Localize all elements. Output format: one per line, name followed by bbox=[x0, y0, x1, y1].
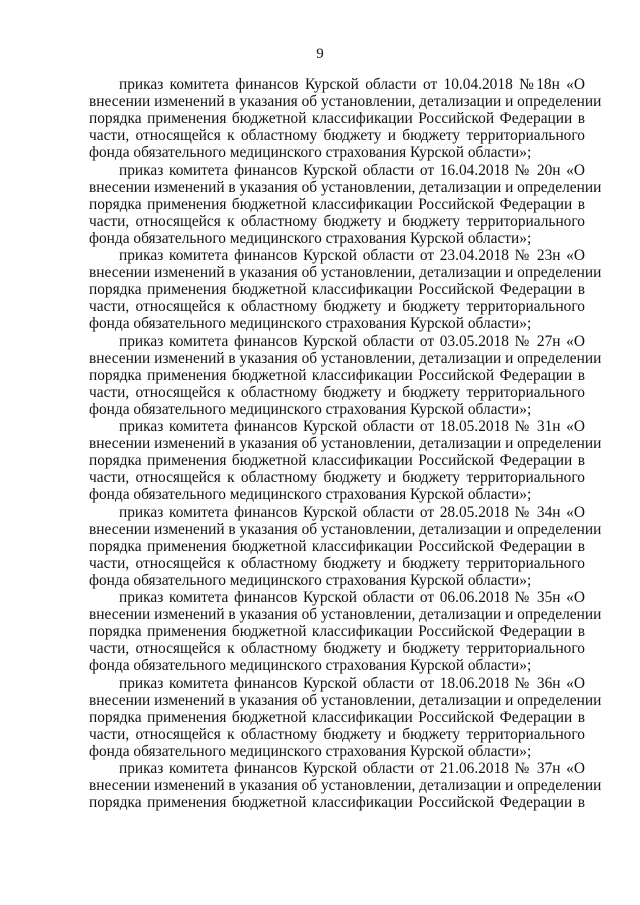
order-paragraph bbox=[89, 247, 602, 332]
paragraph-line: приказ комитета финансов Курской области от 18.06.2018 № 36н «О bbox=[119, 675, 585, 692]
paragraph-line: части, относящейся к областному бюджету и бюджету территориального bbox=[89, 469, 585, 486]
paragraph-line: части, относящейся к областному бюджету и бюджету территориального bbox=[89, 298, 585, 315]
paragraph-line: внесении изменений в указания об установлении, детализации и определении bbox=[89, 777, 602, 794]
paragraph-line: порядка применения бюджетной классификации Российской Федерации в bbox=[89, 623, 585, 640]
page-number: 9 bbox=[316, 46, 324, 62]
paragraph-line: фонда обязательного медицинского страхования Курской области»; bbox=[89, 315, 532, 332]
paragraph-line: части, относящейся к областному бюджету и бюджету территориального bbox=[89, 213, 585, 230]
paragraph-line: приказ комитета финансов Курской области от 18.05.2018 № 31н «О bbox=[119, 418, 585, 435]
order-paragraph bbox=[89, 418, 602, 503]
paragraph-line: внесении изменений в указания об установлении, детализации и определении bbox=[89, 350, 602, 367]
paragraph-line: части, относящейся к областному бюджету и бюджету территориального bbox=[89, 555, 585, 572]
order-paragraph bbox=[89, 760, 602, 811]
paragraph-line: фонда обязательного медицинского страхования Курской области»; bbox=[89, 144, 532, 161]
paragraph-line: приказ комитета финансов Курской области от 06.06.2018 № 35н «О bbox=[119, 589, 585, 606]
paragraph-line: порядка применения бюджетной классификации Российской Федерации в bbox=[89, 367, 585, 384]
paragraph-line: фонда обязательного медицинского страхования Курской области»; bbox=[89, 230, 532, 247]
paragraph-line: внесении изменений в указания об установлении, детализации и определении bbox=[89, 435, 602, 452]
paragraph-line: фонда обязательного медицинского страхования Курской области»; bbox=[89, 486, 532, 503]
paragraph-line: порядка применения бюджетной классификации Российской Федерации в bbox=[89, 281, 585, 298]
paragraph-line: приказ комитета финансов Курской области от 03.05.2018 № 27н «О bbox=[119, 333, 585, 350]
paragraph-line: приказ комитета финансов Курской области от 10.04.2018 №18н «О bbox=[119, 76, 585, 93]
paragraph-line: порядка применения бюджетной классификации Российской Федерации в bbox=[89, 538, 585, 555]
paragraph-line: части, относящейся к областному бюджету и бюджету территориального bbox=[89, 640, 585, 657]
paragraph-line: фонда обязательного медицинского страхования Курской области»; bbox=[89, 743, 532, 760]
paragraph-line: фонда обязательного медицинского страхования Курской области»; bbox=[89, 572, 532, 589]
paragraph-line: внесении изменений в указания об установлении, детализации и определении bbox=[89, 179, 602, 196]
paragraph-line: внесении изменений в указания об установлении, детализации и определении bbox=[89, 606, 602, 623]
paragraph-line: порядка применения бюджетной классификации Российской Федерации в bbox=[89, 196, 585, 213]
paragraph-line: приказ комитета финансов Курской области от 23.04.2018 № 23н «О bbox=[119, 247, 585, 264]
paragraph-line: порядка применения бюджетной классификации Российской Федерации в bbox=[89, 452, 585, 469]
paragraph-line: части, относящейся к областному бюджету и бюджету территориального bbox=[89, 127, 585, 144]
paragraph-line: фонда обязательного медицинского страхования Курской области»; bbox=[89, 401, 532, 418]
paragraph-line: части, относящейся к областному бюджету и бюджету территориального bbox=[89, 726, 585, 743]
order-paragraph bbox=[89, 589, 602, 674]
paragraph-line: приказ комитета финансов Курской области от 16.04.2018 № 20н «О bbox=[119, 162, 585, 179]
paragraph-line: порядка применения бюджетной классификации Российской Федерации в bbox=[89, 709, 585, 726]
order-paragraph bbox=[89, 504, 602, 589]
paragraph-line: части, относящейся к областному бюджету и бюджету территориального bbox=[89, 384, 585, 401]
order-paragraph bbox=[89, 675, 602, 760]
paragraph-line: внесении изменений в указания об установлении, детализации и определении bbox=[89, 521, 602, 538]
paragraph-line: приказ комитета финансов Курской области от 21.06.2018 № 37н «О bbox=[119, 760, 585, 777]
paragraph-line: внесении изменений в указания об установлении, детализации и определении bbox=[89, 93, 602, 110]
order-paragraph bbox=[89, 76, 602, 161]
paragraph-line: порядка применения бюджетной классификации Российской Федерации в bbox=[89, 110, 585, 127]
order-paragraph bbox=[89, 333, 602, 418]
order-paragraph bbox=[89, 162, 602, 247]
paragraph-line: порядка применения бюджетной классификации Российской Федерации в bbox=[89, 794, 585, 811]
paragraph-line: фонда обязательного медицинского страхования Курской области»; bbox=[89, 657, 532, 674]
paragraph-line: внесении изменений в указания об установлении, детализации и определении bbox=[89, 264, 602, 281]
document-body bbox=[89, 76, 602, 811]
paragraph-line: внесении изменений в указания об установлении, детализации и определении bbox=[89, 692, 602, 709]
paragraph-line: приказ комитета финансов Курской области от 28.05.2018 № 34н «О bbox=[119, 504, 585, 521]
